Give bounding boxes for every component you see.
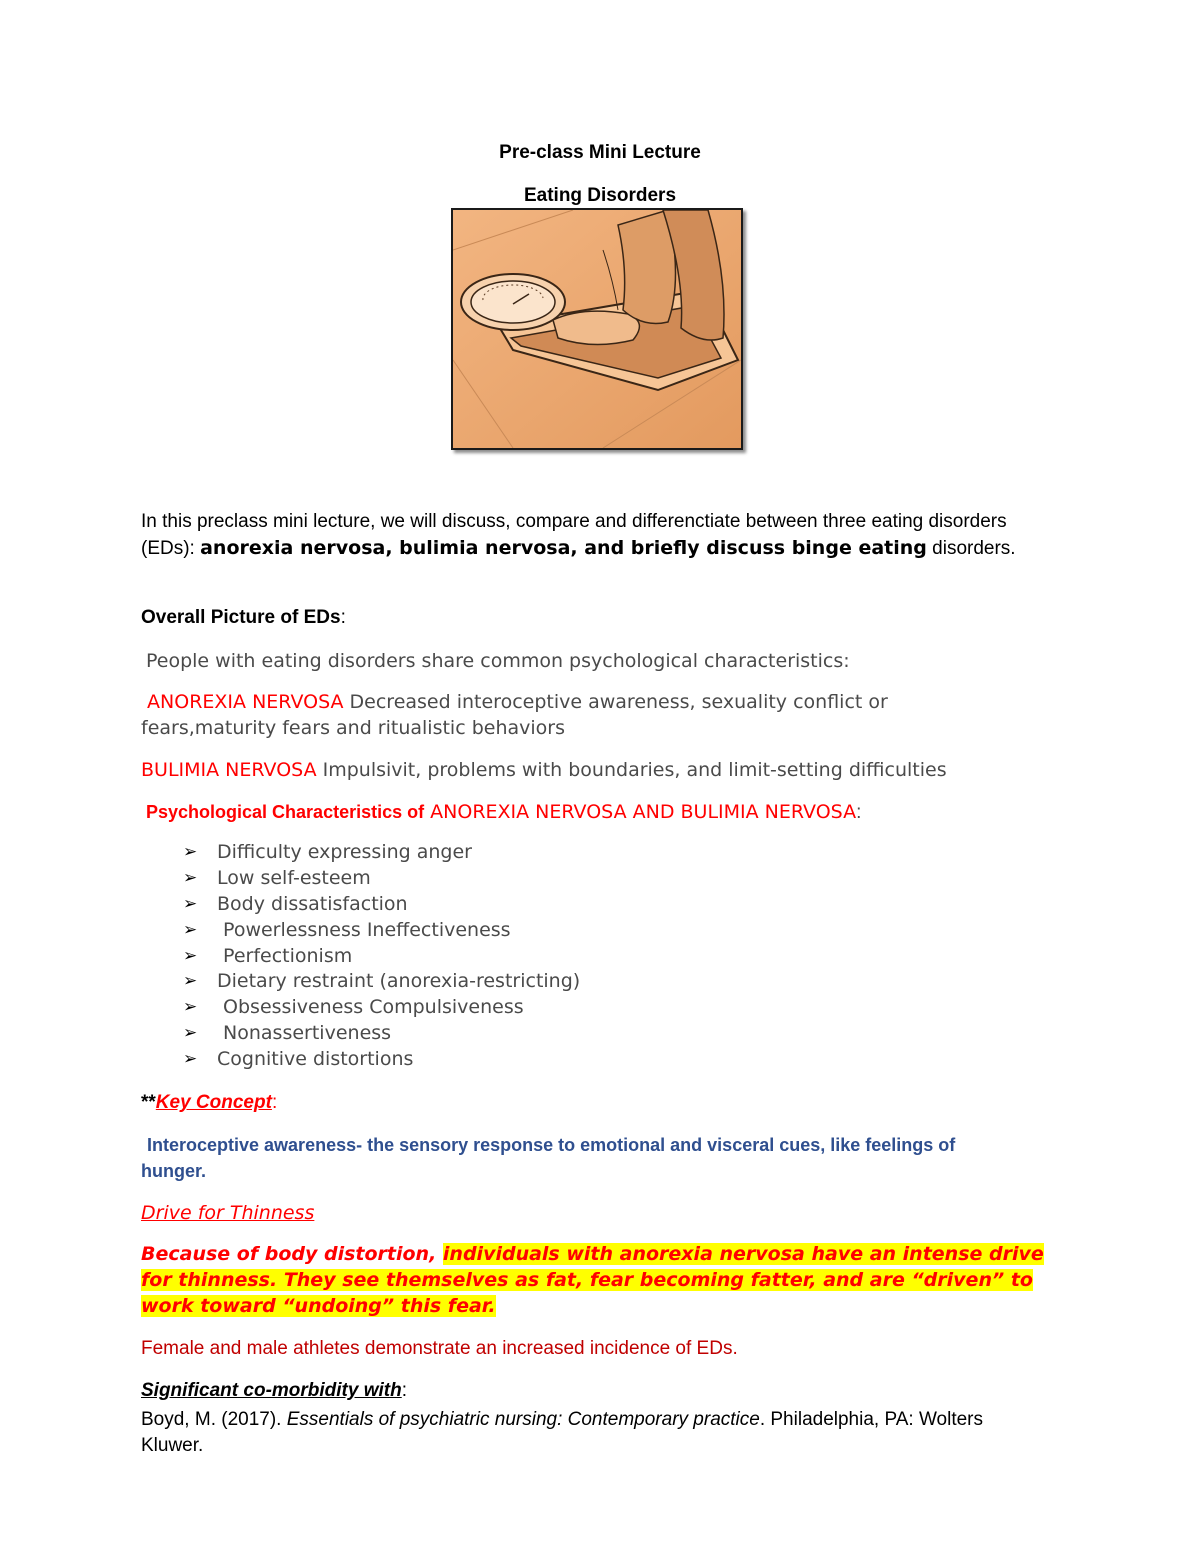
arrow-bullet-icon: ➢: [183, 919, 198, 940]
list-item: ➢ Obsessiveness Compulsiveness: [183, 996, 524, 1019]
intro-text-end: disorders.: [926, 538, 1016, 559]
list-item: ➢ Difficulty expressing anger: [183, 841, 472, 863]
list-item: ➢ Perfectionism: [183, 944, 353, 967]
comorbidity-label: Significant co-morbidity with: [141, 1380, 402, 1401]
document-subtitle: Eating Disorders: [523, 185, 677, 206]
anorexia-label: ANOREXIA NERVOSA: [147, 691, 344, 713]
drive-for-thinness-heading: Drive for Thinness: [141, 1202, 315, 1224]
psych-characteristics-heading: [146, 799, 1106, 826]
list-item: ➢ Dietary restraint (anorexia-restricting): [183, 970, 581, 993]
key-concept-text: Key Concept: [155, 1092, 272, 1113]
arrow-bullet-icon: ➢: [183, 997, 198, 1018]
drive-for-thinness-paragraph: [141, 1241, 1066, 1319]
comorbidity-colon: :: [401, 1380, 408, 1401]
document-title: Pre-class Mini Lecture: [499, 142, 701, 163]
psych-heading-colon: :: [856, 802, 862, 823]
drive-highlight: individuals with anorexia nervosa have an intense drive for thinness. They see themselves as fat, fear becoming fatter, and are “driven” to work toward “undoing” this fear.: [141, 1243, 1044, 1317]
arrow-bullet-icon: ➢: [183, 1023, 198, 1044]
psych-heading-part1: Psychological Characteristics of: [146, 802, 425, 822]
scale-illustration-svg: [453, 210, 741, 448]
intro-paragraph: [141, 509, 1061, 562]
list-item: ➢ Low self-esteem: [183, 866, 371, 889]
reference-citation: [141, 1407, 1041, 1459]
arrow-bullet-icon: ➢: [183, 893, 198, 914]
interoceptive-definition: Interoceptive awareness- the sensory response to emotional and visceral cues, like feelings of hunger.: [141, 1135, 956, 1181]
list-item: ➢ Body dissatisfaction: [183, 892, 408, 915]
list-item: ➢ Cognitive distortions: [183, 1048, 414, 1071]
overall-heading: [141, 605, 1061, 631]
list-item: ➢ Powerlessness Ineffectiveness: [183, 918, 511, 941]
reference-publisher: . Philadelphia, PA: Wolters Kluwer.: [141, 1409, 984, 1456]
arrow-bullet-icon: ➢: [183, 945, 198, 966]
key-concept-stars: **: [141, 1092, 156, 1113]
psych-heading-part2: ANOREXIA NERVOSA AND BULIMIA NERVOSA: [424, 801, 857, 823]
bulimia-text: Impulsivit, problems with boundaries, and limit-setting difficulties: [316, 759, 947, 781]
key-concept-label: [141, 1090, 1061, 1116]
intro-text: In this preclass mini lecture, we will discuss, compare and differenctiate between three eating disorders (EDs):: [141, 511, 1007, 559]
arrow-bullet-icon: ➢: [183, 1049, 198, 1070]
key-concept-colon: :: [271, 1092, 278, 1113]
anorexia-text: Decreased interoceptive awareness, sexuality conflict or fears,maturity fears and ritualistic behaviors: [141, 691, 888, 739]
anorexia-paragraph: [141, 689, 1011, 741]
arrow-bullet-icon: ➢: [183, 842, 198, 862]
reference-author: Boyd, M. (2017).: [141, 1409, 287, 1430]
reference-title: Essentials of psychiatric nursing: Contemporary practice: [286, 1409, 760, 1430]
characteristics-list: [183, 839, 580, 1072]
comorbidity-heading: [141, 1378, 1061, 1404]
drive-lead: Because of body distortion,: [141, 1243, 443, 1265]
arrow-bullet-icon: ➢: [183, 867, 198, 888]
shared-characteristics-line: People with eating disorders share common psychological characteristics:: [146, 650, 850, 672]
arrow-bullet-icon: ➢: [183, 971, 198, 992]
scale-illustration: [451, 208, 743, 450]
bulimia-paragraph: [141, 757, 1081, 783]
list-item: ➢ Nonassertiveness: [183, 1022, 392, 1045]
overall-heading-colon: :: [340, 607, 346, 628]
athletes-statement: Female and male athletes demonstrate an increased incidence of EDs.: [141, 1338, 738, 1359]
overall-heading-text: Overall Picture of EDs: [141, 607, 341, 628]
bulimia-label: BULIMIA NERVOSA: [141, 759, 317, 781]
intro-ed-list: anorexia nervosa, bulimia nervosa, and briefly discuss binge eating: [200, 537, 927, 559]
